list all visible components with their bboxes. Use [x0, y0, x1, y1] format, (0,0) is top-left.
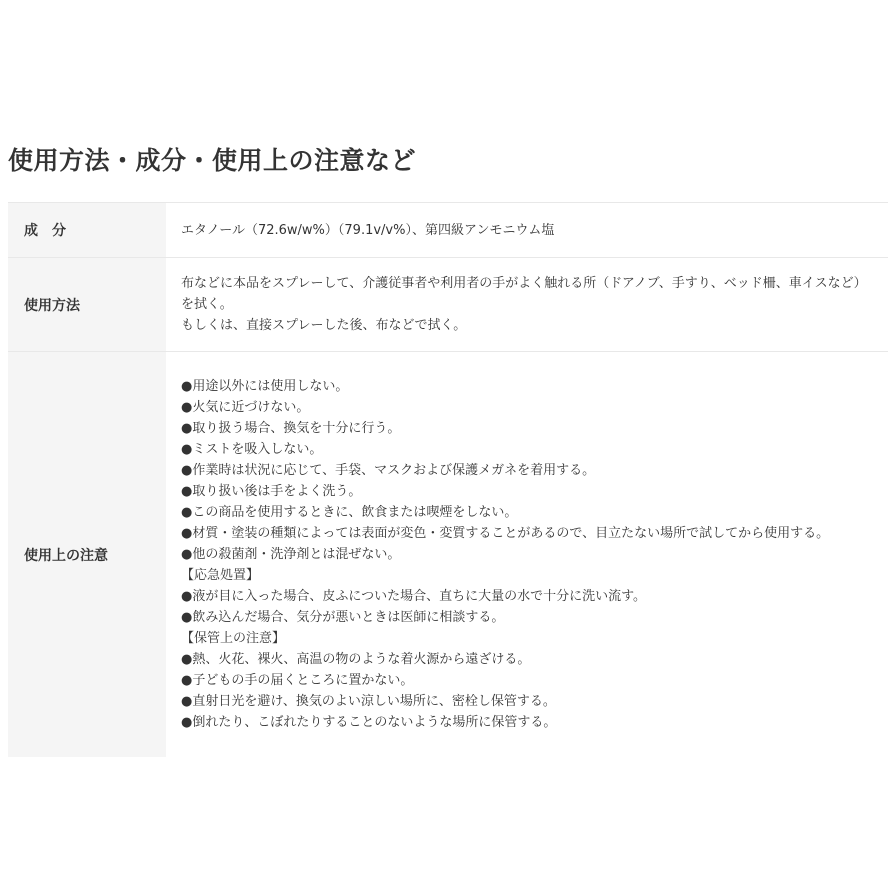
- caution-line: ●取り扱い後は手をよく洗う。: [181, 484, 362, 499]
- caution-line: ●直射日光を避け、換気のよい涼しい場所に、密栓し保管する。: [181, 694, 556, 709]
- caution-line: ●火気に近づけない。: [181, 400, 310, 415]
- ingredients-label: 成 分: [8, 203, 166, 258]
- caution-line: ●液が目に入った場合、皮ふについた場合、直ちに大量の水で十分に洗い流す。: [181, 589, 647, 604]
- caution-line: ●熱、火花、裸火、高温の物のような着火源から遠ざける。: [181, 652, 531, 667]
- caution-line: ●取り扱う場合、換気を十分に行う。: [181, 421, 401, 436]
- usage-value: [166, 258, 888, 352]
- table-row-cautions: [8, 352, 888, 758]
- caution-line: ●飲み込んだ場合、気分が悪いときは医師に相談する。: [181, 610, 505, 625]
- caution-line: ●作業時は状況に応じて、手袋、マスクおよび保護メガネを着用する。: [181, 463, 596, 478]
- usage-line: もしくは、直接スプレーした後、布などで拭く。: [181, 318, 467, 333]
- table-row-ingredients: [8, 203, 888, 258]
- caution-line: ●用途以外には使用しない。: [181, 379, 349, 394]
- table-row-usage: [8, 258, 888, 352]
- spec-table: [8, 202, 888, 758]
- section-heading-storage: 【保管上の注意】: [181, 631, 286, 646]
- caution-line: ●ミストを吸入しない。: [181, 442, 323, 457]
- section-heading-first-aid: 【応急処置】: [181, 568, 260, 583]
- caution-line: ●他の殺菌剤・洗浄剤とは混ぜない。: [181, 547, 401, 562]
- caution-line: ●倒れたり、こぼれたりすることのないような場所に保管する。: [181, 715, 557, 730]
- ingredients-value: エタノール（72.6w/w%）（79.1v/v%）、第四級アンモニウム塩: [181, 222, 555, 238]
- cautions-label: 使用上の注意: [8, 352, 166, 758]
- usage-line: 布などに本品をスプレーして、介護従事者や利用者の手がよく触れる所（ドアノブ、手すり、ベッド柵、車イスなど）を拭く。: [181, 276, 867, 312]
- caution-line: ●この商品を使用するときに、飲食または喫煙をしない。: [181, 505, 518, 520]
- caution-line: ●子どもの手の届くところに置かない。: [181, 673, 414, 688]
- usage-label: 使用方法: [8, 258, 166, 352]
- page-title: 使用方法・成分・使用上の注意など: [8, 146, 417, 175]
- cautions-value: [166, 352, 888, 758]
- caution-line: ●材質・塗装の種類によっては表面が変色・変質することがあるので、目立たない場所で試してから使用する。: [181, 526, 830, 541]
